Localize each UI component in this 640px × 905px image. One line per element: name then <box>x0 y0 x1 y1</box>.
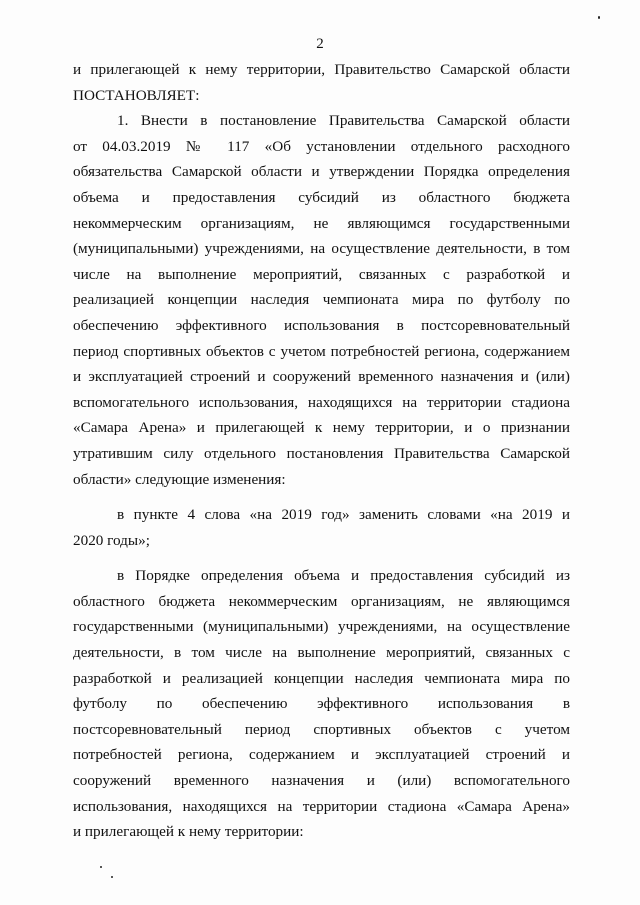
paragraph-gap <box>73 492 570 502</box>
text-line: реализацией концепции наследия чемпионата мира по футболу по <box>73 291 570 309</box>
text-line: сооружений временного назначения и (или) вспомогательного <box>73 772 570 790</box>
paragraph-gap <box>73 553 570 563</box>
text-line: государственными (муниципальными) учреждениями, на осуществление <box>73 618 570 636</box>
text-line: утратившим силу отдельного постановления Правительства Самарской <box>73 444 570 462</box>
text-line: использования, находящихся на территории стадиона «Самара Арена» <box>73 797 570 815</box>
text-line: ПОСТАНОВЛЯЕТ: <box>73 86 200 104</box>
text-line: некоммерческим организациям, не являющимся государственными <box>73 214 570 232</box>
scan-speck <box>100 866 102 868</box>
text-line: период спортивных объектов с учетом потребностей региона, содержанием <box>73 342 570 360</box>
text-line: обязательства Самарской области и утверждении Порядка определения <box>73 163 570 181</box>
text-line: потребностей региона, содержанием и эксплуатацией строений и <box>73 746 570 764</box>
text-line: футболу по обеспечению эффективного использования в <box>73 695 570 713</box>
text-line: 1. Внести в постановление Правительства Самарской области <box>117 112 570 130</box>
text-line: 2020 годы»; <box>73 531 150 549</box>
text-line: вспомогательного использования, находящихся на территории стадиона <box>73 393 570 411</box>
text-line: в Порядке определения объема и предоставления субсидий из <box>117 567 570 585</box>
text-line: областного бюджета некоммерческим организациям, не являющимся <box>73 592 570 610</box>
text-line: и прилегающей к нему территории: <box>73 823 304 841</box>
document-body <box>73 57 570 845</box>
text-line: числе на выполнение мероприятий, связанных с разработкой и <box>73 265 570 283</box>
text-line: от 04.03.2019 № 117 «Об установлении отдельного расходного <box>73 137 570 155</box>
scan-speck <box>111 876 113 878</box>
page-number: 2 <box>316 36 324 52</box>
text-line: в пункте 4 слова «на 2019 год» заменить словами «на 2019 и <box>117 506 570 524</box>
text-line: разработкой и реализацией концепции наследия чемпионата мира по <box>73 669 570 687</box>
text-line: и эксплуатацией строений и сооружений временного назначения и (или) <box>73 368 570 386</box>
text-line: (муниципальными) учреждениями, на осуществление деятельности, в том <box>73 240 570 258</box>
text-line: и прилегающей к нему территории, Правительство Самарской области <box>73 61 570 78</box>
text-line: деятельности, в том числе на выполнение мероприятий, связанных с <box>73 644 570 662</box>
text-line: постсоревновательный период спортивных объектов с учетом <box>73 720 570 738</box>
text-line: объема и предоставления субсидий из областного бюджета <box>73 188 570 206</box>
text-line: области» следующие изменения: <box>73 470 286 488</box>
text-line: «Самара Арена» и прилегающей к нему территории, и о признании <box>73 419 570 437</box>
text-line: обеспечению эффективного использования в постсоревновательный <box>73 316 570 334</box>
scan-speck <box>598 16 600 19</box>
